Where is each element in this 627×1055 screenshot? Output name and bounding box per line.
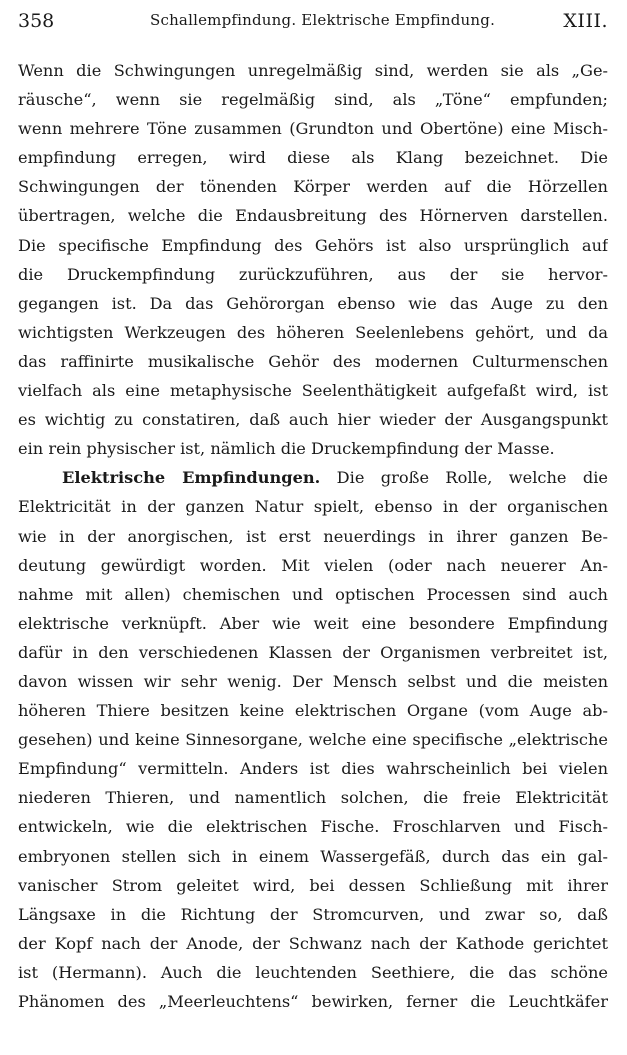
text-line: gegangen ist. Da das Gehörorgan ebenso wie das Auge zu den [18, 293, 608, 313]
text-line: Empfindung“ vermitteln. Anders ist dies wahrscheinlich bei vielen [18, 759, 608, 779]
text-line: gesehen) und keine Sinnesorgane, welche eine specifische „elektrische [18, 730, 608, 750]
running-title: Schallempfindung. Elektrische Empfindung. [150, 11, 496, 29]
paragraph-sound [18, 56, 608, 463]
text-line: nahme mit allen) chemischen und optischen Processen sind auch [18, 584, 608, 604]
text-line: deutung gewürdigt worden. Mit vielen (oder nach neuerer An- [18, 555, 608, 575]
page-body [18, 56, 608, 1016]
text-line: entwickeln, wie die elektrischen Fische. Froschlarven und Fisch- [18, 817, 608, 837]
text-line: wie in der anorgischen, ist erst neuerdings in ihrer ganzen Be- [18, 526, 608, 546]
text-line: empfindung erregen, wird diese als Klang bezeichnet. Die [18, 148, 608, 168]
first-line-text: Die große Rolle, welche die [336, 468, 608, 488]
text-line: übertragen, welche die Endausbreitung des Hörnerven darstellen. [18, 206, 608, 226]
text-line: vielfach als eine metaphysische Seelenthätigkeit aufgefaßt wird, ist [18, 381, 608, 401]
text-line: höheren Thiere besitzen keine elektrischen Organe (vom Auge ab- [18, 701, 608, 721]
section-first-line [18, 463, 608, 492]
text-line: dafür in den verschiedenen Klassen der Organismen verbreitet ist, [18, 642, 608, 662]
page-header [18, 8, 608, 36]
text-line: Längsaxe in die Richtung der Stromcurven, und zwar so, daß [18, 904, 608, 924]
text-line: Schwingungen der tönenden Körper werden auf die Hörzellen [18, 177, 608, 197]
text-line: wichtigsten Werkzeugen des höheren Seelenlebens gehört, und da [18, 322, 608, 342]
text-line: embryonen stellen sich in einem Wassergefäß, durch das ein gal- [18, 846, 608, 866]
text-line: Wenn die Schwingungen unregelmäßig sind, werden sie als „Ge- [18, 61, 608, 80]
text-line: es wichtig zu constatiren, daß auch hier wieder der Ausgangspunkt [18, 410, 608, 430]
text-line: niederen Thieren, und namentlich solchen, die freie Elektricität [18, 788, 608, 808]
text-line: das raffinirte musikalische Gehör des modernen Culturmenschen [18, 351, 608, 371]
text-line: der Kopf nach der Anode, der Schwanz nach der Kathode gerichtet [18, 933, 608, 953]
text-line: Die specifische Empfindung des Gehörs ist also ursprünglich auf [18, 235, 608, 255]
text-line: vanischer Strom geleitet wird, bei dessen Schließung mit ihrer [18, 875, 608, 895]
paragraph-electric [18, 463, 608, 1016]
text-line: davon wissen wir sehr wenig. Der Mensch selbst und die meisten [18, 671, 608, 691]
text-line: die Druckempfindung zurückzuführen, aus der sie hervor- [18, 264, 608, 284]
text-line: ist (Hermann). Auch die leuchtenden Seethiere, die das schöne [18, 962, 608, 982]
text-line: Elektricität in der ganzen Natur spielt, ebenso in der organischen [18, 497, 608, 517]
text-line: elektrische verknüpft. Aber wie weit eine besondere Empfindung [18, 613, 608, 633]
page-number: 358 [18, 10, 55, 32]
text-line: wenn mehrere Töne zusammen (Grundton und Obertöne) eine Misch- [18, 119, 608, 139]
chapter-number: XIII. [563, 10, 608, 32]
text-line: ein rein physischer ist, nämlich die Druckempfindung der Masse. [18, 439, 555, 459]
text-line: Phänomen des „Meerleuchtens“ bewirken, ferner die Leuchtkäfer [18, 992, 608, 1011]
section-heading: Elektrische Empfindungen. [62, 468, 321, 488]
text-line: räusche“, wenn sie regelmäßig sind, als „Töne“ empfunden; [18, 90, 608, 110]
